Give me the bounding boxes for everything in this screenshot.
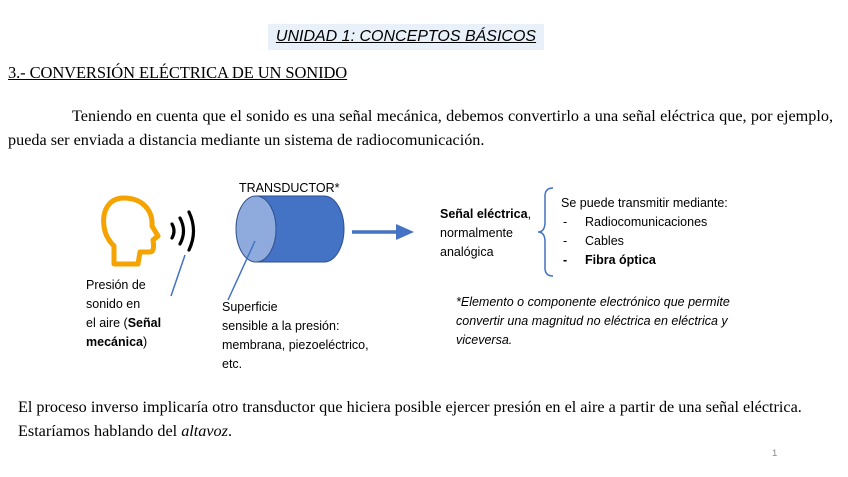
conversion-arrow	[352, 224, 414, 240]
list-item: - Fibra óptica	[561, 251, 728, 270]
surface-label: Superficie sensible a la presión: membrana, piezoeléctrico, etc.	[222, 300, 369, 371]
page-number: 1	[772, 448, 778, 459]
unit-title: UNIDAD 1: CONCEPTOS BÁSICOS	[268, 24, 544, 50]
closing-paragraph: El proceso inverso implicaría otro transductor que hiciera posible ejercer presión en el aire a partir de una señal eléctrica. Estaríamos hablando del altavoz.	[18, 398, 802, 440]
list-item: - Cables	[561, 232, 728, 251]
head-icon	[104, 198, 158, 264]
transducer-footnote: *Elemento o componente electrónico que permite convertir una magnitud no eléctrica en eléctrica y viceversa.	[456, 295, 730, 347]
list-item: - Radiocomunicaciones	[561, 213, 728, 232]
transmission-list: Se puede transmitir mediante: - Radiocomunicaciones - Cables - Fibra óptica	[561, 194, 728, 270]
signal-label: Señal eléctrica, normalmente analógica	[440, 207, 532, 259]
pressure-label: Presión de sonido en el aire (Señal mecánica)	[86, 278, 162, 349]
transducer-label: TRANSDUCTOR*	[239, 181, 340, 195]
section-title: 3.- CONVERSIÓN ELÉCTRICA DE UN SONIDO	[8, 63, 348, 82]
brace	[538, 188, 553, 276]
pointer-line-pressure	[171, 255, 185, 296]
transducer-cylinder	[236, 196, 344, 262]
sound-waves-icon	[172, 212, 194, 250]
intro-paragraph: Teniendo en cuenta que el sonido es una señal mecánica, debemos convertirlo a una señal eléctrica que, por ejemplo, pueda ser enviada a distancia mediante un sistema de radiocomunicación.	[8, 107, 833, 149]
transmission-items	[561, 213, 728, 270]
